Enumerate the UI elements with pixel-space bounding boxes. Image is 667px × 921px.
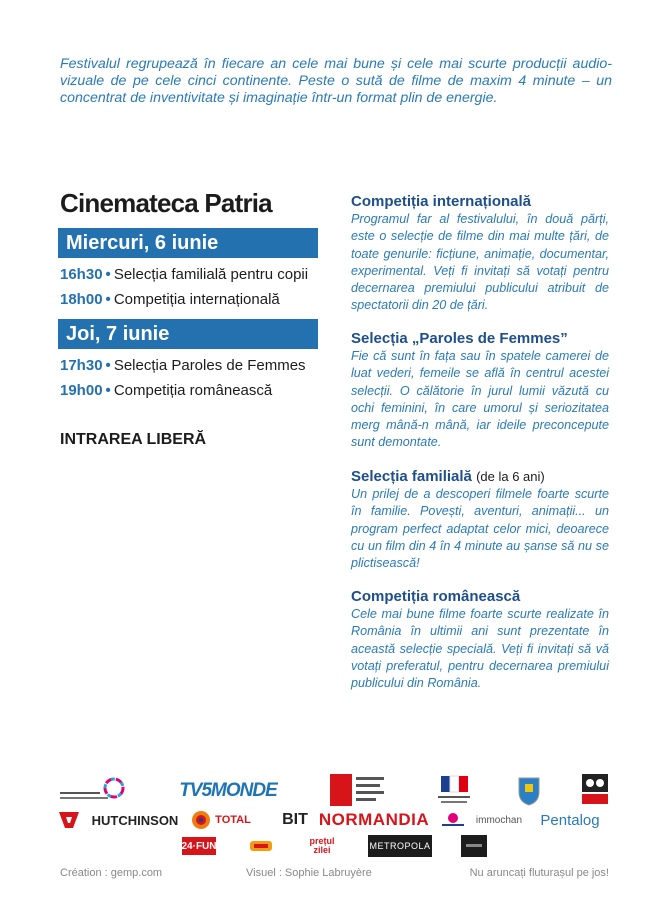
sponsor-logos [58, 772, 613, 860]
slot-time: 19h00 [60, 382, 103, 399]
slot-time: 17h30 [60, 357, 103, 374]
pretul-zilei-logo: prețul zilei [309, 836, 335, 855]
film-camera-icon [582, 774, 608, 806]
slot-title: Selecția familială pentru copii [113, 266, 309, 283]
footer-creation: Création : gemp.com [60, 867, 163, 879]
total-mark [191, 810, 211, 830]
marianne-logo [435, 774, 473, 806]
section-text: Programul far al festivalului, în două părți, este o selecție de filme din mai multe țări, de toate genurile: ficțiune, animație, documentar, experimental. Veți fi invitați să votați pentru decernarea premiului publicului atribuit de spectatorii din 20 de țări. [351, 212, 609, 313]
hutchinson-mark [58, 810, 80, 830]
radio-icon [248, 838, 274, 854]
section-text: Fie că sunt în fața sau în spatele camerei de luat vederi, femeile se află în centrul acestei selecții. O călătorie în jurul lumii văzută cu ochi feminini, în care umorul și seriozitatea merg mână-n mână, iar ideile preconcepute sunt demontate. [351, 349, 609, 450]
cinema-logo [582, 774, 608, 806]
section-paroles-de-femmes [351, 330, 609, 452]
bullet-icon: • [105, 357, 111, 374]
rfi-logo [330, 774, 384, 806]
venue-title: Cinemateca Patria [60, 188, 272, 218]
coresi-logo [440, 812, 466, 828]
metropola-logo: METROPOLA [368, 835, 432, 857]
tv5monde-logo: TV5MONDE [179, 780, 277, 801]
republic-flag-icon [435, 774, 473, 806]
slot-title: Competiția internațională [113, 291, 280, 308]
total-icon [191, 810, 211, 830]
normandia-logo: NORMANDIA [318, 810, 430, 829]
section-title: Competiția românească [351, 588, 521, 605]
bullet-icon: • [105, 266, 111, 283]
schedule-slot [60, 357, 306, 374]
day-band-1: Miercuri, 6 iunie [58, 228, 318, 258]
24fun-logo: 24·FUN [182, 837, 216, 855]
dark-partner-logo [461, 835, 487, 857]
schedule-slot [60, 266, 308, 283]
bit-logo: BIT [282, 811, 308, 828]
section-title: Selecția familială [351, 468, 472, 485]
footer-note: Nu aruncați fluturașul pe jos! [469, 867, 609, 879]
section-international [351, 193, 609, 315]
coresi-icon [440, 812, 466, 828]
schedule-slot [60, 291, 280, 308]
pentalog-logo: Pentalog [540, 811, 600, 829]
section-romanian [351, 588, 609, 692]
schedule-slot [60, 382, 272, 399]
section-age-note: (de la 6 ani) [476, 469, 545, 484]
intro-paragraph: Festivalul regrupează în fiecare an cele mai bune și cele mai scurte producții audio-vizuale de pe cele cinci continente. Peste o sută de filme de maxim 4 minute – un concentrat de inventivitate și imaginație într-un format plin de energie. [60, 56, 612, 106]
rfi-icon [330, 774, 384, 806]
day-band-2: Joi, 7 iunie [58, 319, 318, 349]
hutchinson-icon [58, 810, 80, 830]
total-logo: TOTAL [215, 814, 251, 826]
immochan-logo: immochan [475, 814, 523, 826]
coat-of-arms-logo [516, 774, 542, 806]
section-text: Cele mai bune filme foarte scurte realizate în România în ultimii ani sunt prezentate în această selecție specială. Veți fi invitați să vă votați preferatul, pentru decernarea premiului publicului din România. [351, 607, 609, 691]
section-heading [351, 468, 609, 486]
bullet-icon: • [105, 382, 111, 399]
free-entry-label: INTRAREA LIBERĂ [60, 431, 207, 448]
partner-logo-circle [58, 776, 126, 806]
section-family [351, 468, 609, 572]
partner-dark-icon [461, 835, 487, 857]
slot-time: 16h30 [60, 266, 103, 283]
hutchinson-logo: HUTCHINSON [91, 812, 179, 828]
radio-logo [248, 838, 274, 854]
slot-title: Competiția românească [113, 382, 273, 399]
partner-circle-icon [58, 776, 126, 806]
section-text: Un prilej de a descoperi filmele foarte scurte în familie. Povești, aventuri, animații... un program perfect adaptat celor mici, deoarece cu un film din 4 în 4 minute au șanse să nu se plictisească! [351, 487, 609, 571]
slot-title: Selecția Paroles de Femmes [113, 357, 306, 374]
shield-icon [516, 774, 542, 806]
bullet-icon: • [105, 291, 111, 308]
section-title: Competiția internațională [351, 193, 532, 210]
section-title: Selecția „Paroles de Femmes” [351, 330, 568, 347]
slot-time: 18h00 [60, 291, 103, 308]
footer-visual: Visuel : Sophie Labruyère [246, 867, 372, 879]
